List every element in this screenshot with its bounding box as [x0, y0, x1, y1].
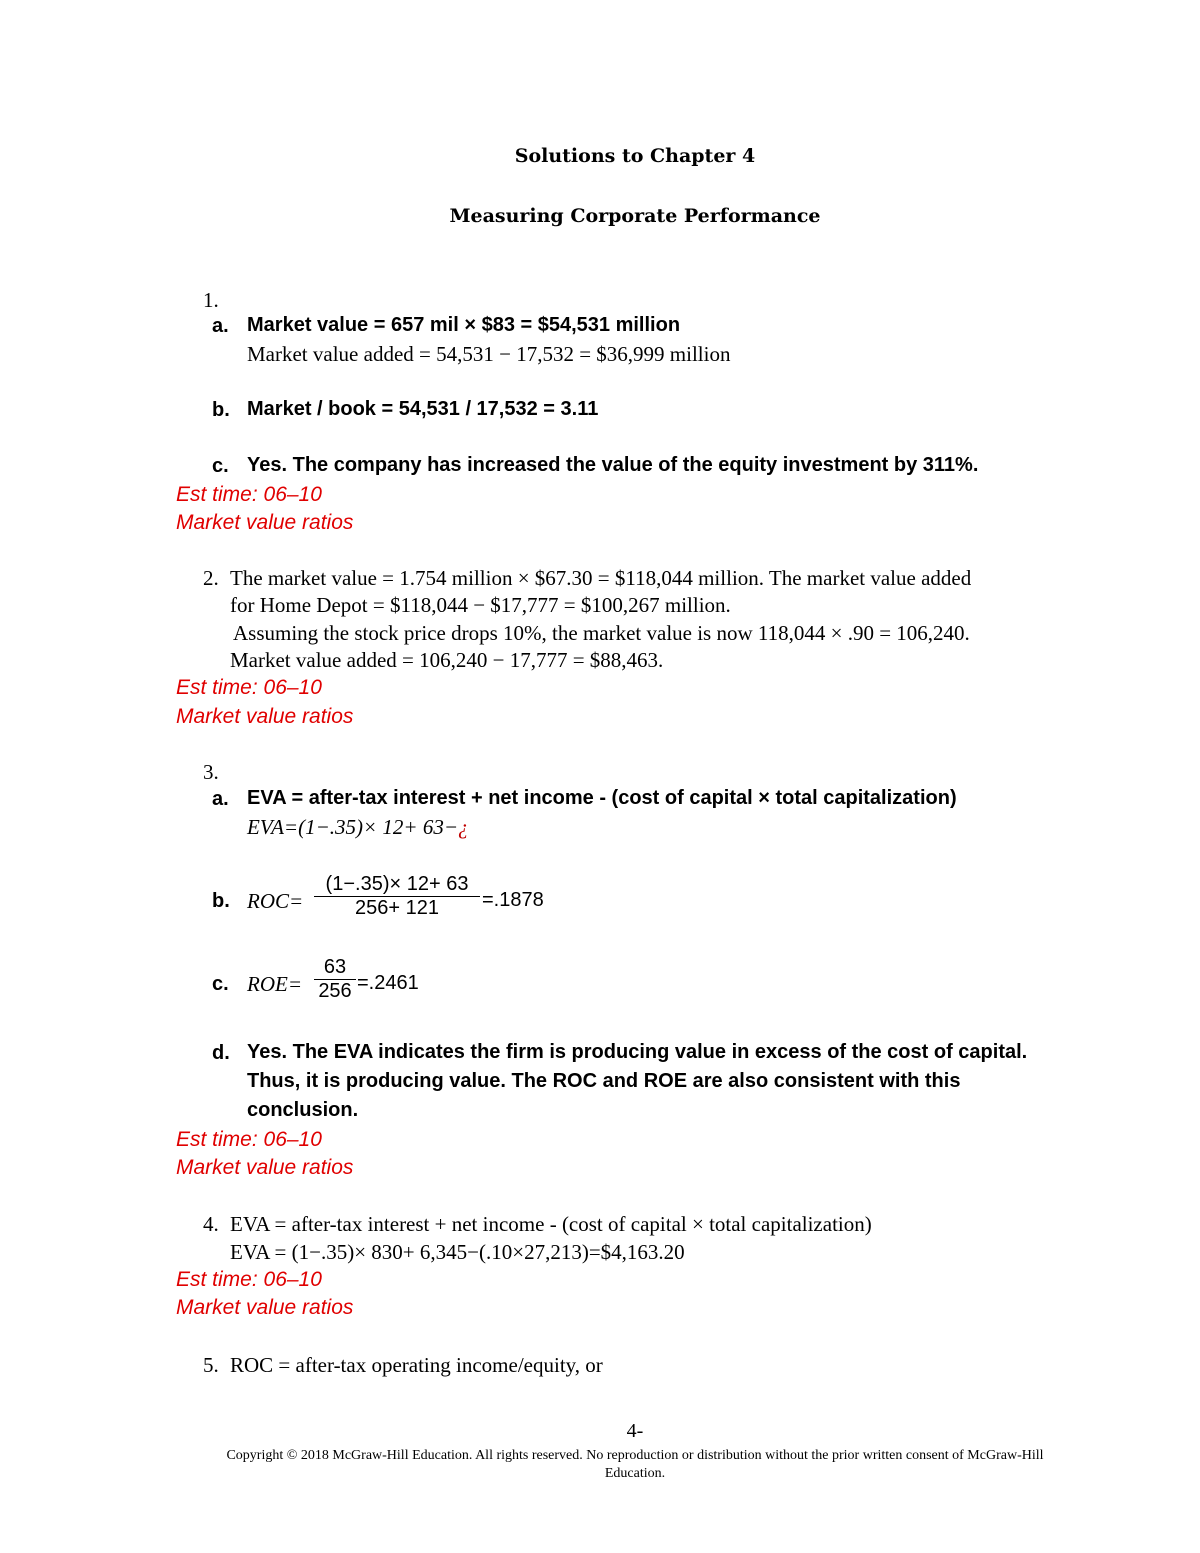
page-number: 4- — [626, 1420, 644, 1442]
q4-line1: EVA = after-tax interest + net income - (cost of capital × total capitalization) — [230, 1212, 872, 1236]
q2-number: 2. — [203, 566, 219, 590]
q3-a-text: EVA = after-tax interest + net income - (cost of capital × total capitalization) — [247, 787, 957, 809]
q2-line2: for Home Depot = $118,044 − $17,777 = $100,267 million. — [230, 593, 731, 617]
q1-est-time: Est time: 06–10 — [176, 483, 322, 506]
q3-a-formula-text: EVA=(1−.35)× 12+ 63− — [247, 815, 459, 839]
q1-a-line2: Market value added = 54,531 − 17,532 = $36,999 million — [247, 342, 731, 366]
q3-est-time: Est time: 06–10 — [176, 1128, 322, 1151]
q1-b-text: Market / book = 54,531 / 17,532 = 3.11 — [247, 398, 599, 420]
q1-number: 1. — [203, 288, 219, 312]
q3-c-fraction — [314, 956, 356, 1003]
q3-number: 3. — [203, 760, 219, 784]
q3-d-line3: conclusion. — [247, 1099, 359, 1121]
q3-b-rhs: =.1878 — [482, 889, 544, 911]
q5-number: 5. — [203, 1353, 219, 1377]
q3-c-rhs: =.2461 — [357, 972, 419, 994]
footer-copyright-line1: Copyright © 2018 McGraw-Hill Education. All rights reserved. No reproduction or distribution without the prior written consent of McGraw-Hill — [226, 1448, 1044, 1463]
page-title: Solutions to Chapter 4 — [514, 145, 756, 167]
q1-topic: Market value ratios — [176, 511, 354, 534]
q3-d-label: d. — [212, 1042, 230, 1064]
q1-a-label: a. — [212, 315, 229, 337]
q4-topic: Market value ratios — [176, 1296, 354, 1319]
q3-b-numerator: (1−.35)× 12+ 63 — [325, 873, 469, 895]
q4-line2: EVA = (1−.35)× 830+ 6,345−(.10×27,213)=$4,163.20 — [230, 1240, 685, 1264]
q4-est-time: Est time: 06–10 — [176, 1268, 322, 1291]
q1-c-label: c. — [212, 455, 229, 477]
page-subtitle: Measuring Corporate Performance — [449, 205, 821, 227]
q3-a-formula — [247, 815, 469, 840]
q3-b-lhs: ROC= — [247, 889, 304, 913]
q1-c-text: Yes. The company has increased the value of the equity investment by 311%. — [247, 454, 979, 476]
q3-c-label: c. — [212, 973, 229, 995]
q2-topic: Market value ratios — [176, 705, 354, 728]
q2-est-time: Est time: 06–10 — [176, 676, 322, 699]
q3-b-denominator: 256+ 121 — [355, 897, 439, 919]
q3-c-numerator: 63 — [323, 956, 347, 978]
q2-line1: The market value = 1.754 million × $67.30 = $118,044 million. The market value added — [230, 566, 972, 590]
q3-b-fraction — [314, 873, 480, 920]
q3-a-formula-glyph: ¿ — [458, 815, 469, 839]
q3-d-line2: Thus, it is producing value. The ROC and ROE are also consistent with this — [247, 1070, 961, 1092]
q1-b-label: b. — [212, 399, 230, 421]
q3-a-label: a. — [212, 788, 229, 810]
q3-topic: Market value ratios — [176, 1156, 354, 1179]
q2-line3: Assuming the stock price drops 10%, the market value is now 118,044 × .90 = 106,240. — [233, 621, 970, 645]
q3-c-lhs: ROE= — [247, 972, 302, 996]
q3-b-label: b. — [212, 890, 230, 912]
q3-c-denominator: 256 — [318, 980, 352, 1002]
q5-line1: ROC = after-tax operating income/equity, or — [230, 1353, 603, 1377]
footer-copyright-line2: Education. — [604, 1466, 666, 1481]
q3-d-line1: Yes. The EVA indicates the firm is producing value in excess of the cost of capital. — [247, 1041, 1028, 1063]
q4-number: 4. — [203, 1212, 219, 1236]
q2-line4: Market value added = 106,240 − 17,777 = $88,463. — [230, 648, 664, 672]
q1-a-line1: Market value = 657 mil × $83 = $54,531 million — [247, 314, 681, 336]
